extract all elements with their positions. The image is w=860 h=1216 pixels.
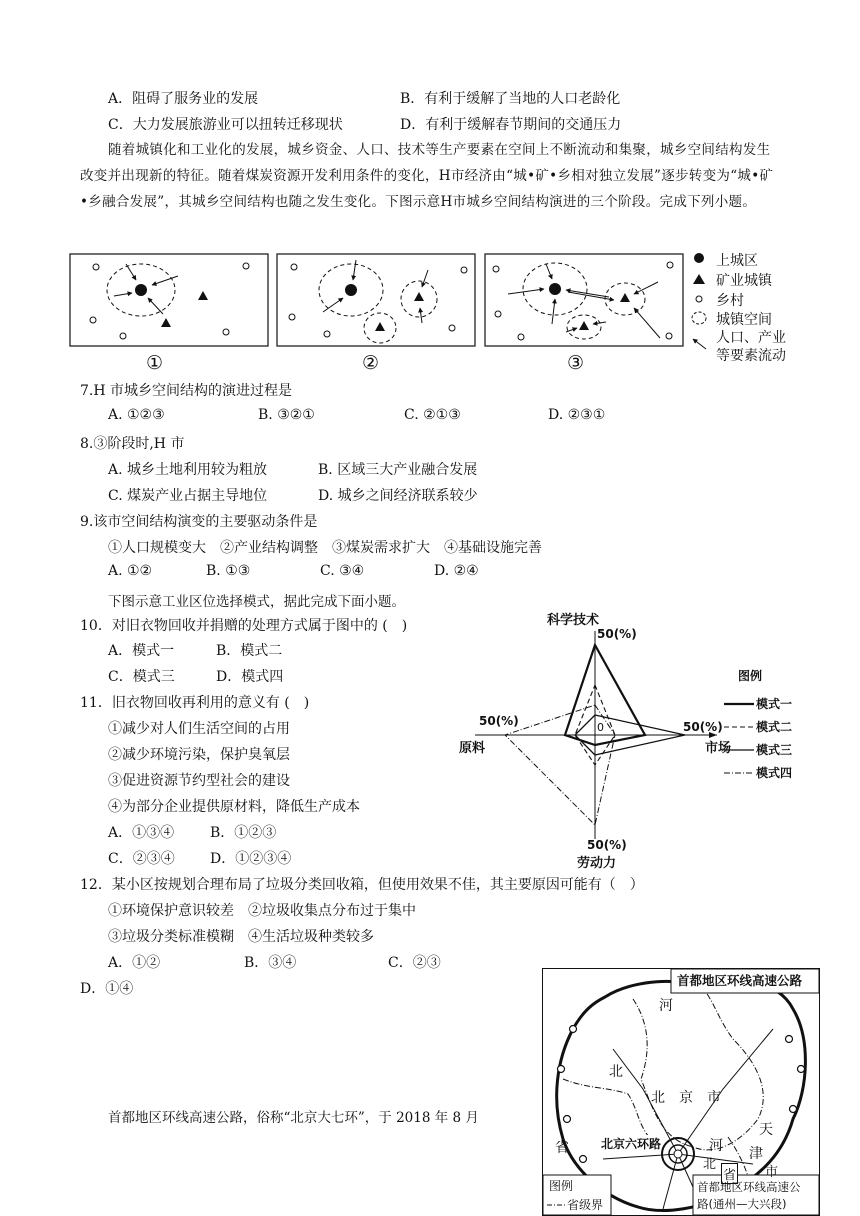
q7-option-d: D. ②③① <box>548 407 606 423</box>
radar-tick-bottom: 50(%) <box>587 838 627 852</box>
stage-legend <box>692 253 706 349</box>
map-label-jing: 京 <box>679 1090 693 1106</box>
map-label-sixth-ring: 北京六环路 <box>601 1137 662 1151</box>
radar-tick-right: 50(%) <box>683 720 723 734</box>
stage-label-1: ① <box>146 352 164 374</box>
map-label-shi-1: 市 <box>707 1090 721 1106</box>
q12-option-c: C．②③ <box>388 955 441 971</box>
province-boundary-west <box>563 1079 653 1141</box>
map-label-bei-2: 北 <box>651 1090 665 1106</box>
q8-option-b: B. 区域三大产业融合发展 <box>318 462 478 478</box>
map-label-shi-2: 市 <box>765 1165 779 1180</box>
radar-axis-label-tech: 科学技术 <box>547 613 600 628</box>
legend-town-marker <box>692 312 706 324</box>
q7-stem: 7.H 市城乡空间结构的演进过程是 <box>80 383 293 399</box>
q7-option-c: C. ②①③ <box>404 407 461 423</box>
industry-location-radar-chart <box>459 612 850 871</box>
radar-center-label: 0 <box>597 721 604 734</box>
q7-option-b: B. ③②① <box>258 407 315 423</box>
legend-flow-label-1: 人口、产业 <box>716 330 786 346</box>
q7-option-a: A. ①②③ <box>108 407 165 423</box>
q12-option-b: B．③④ <box>244 955 297 971</box>
legend-flow-label-2: 等要素流动 <box>716 348 786 364</box>
q10-option-c: C．模式三 <box>108 669 175 685</box>
q6-option-b: B．有利于缓解了当地的人口老龄化 <box>400 91 621 107</box>
radar-axis-label-raw: 原料 <box>459 741 486 756</box>
map-legend-title: 图例 <box>549 1179 574 1193</box>
radar-legend-title: 图例 <box>738 669 763 683</box>
q6-option-a: A．阻碍了服务业的发展 <box>108 91 259 107</box>
q12-item-line-2: ③垃圾分类标准模糊 ④生活垃圾种类较多 <box>108 929 374 945</box>
stage-1-box <box>70 254 268 346</box>
q8-option-c: C. 煤炭产业占据主导地位 <box>108 488 268 504</box>
radar-legend-label-1: 模式一 <box>756 697 793 711</box>
q9-option-d: D. ②④ <box>434 563 479 579</box>
q11-item-3: ③促进资源节约型社会的建设 <box>108 773 290 789</box>
q8-stem: 8.③阶段时,H 市 <box>80 436 185 452</box>
q11-item-1: ①减少对人们生活空间的占用 <box>108 721 290 737</box>
map-label-he-1: 河 <box>659 998 673 1014</box>
q10-option-a: A．模式一 <box>108 643 175 659</box>
q12-stem: 12．某小区按规划合理布局了垃圾分类回收箱，但使用效果不佳，其主要原因可能有（ ） <box>80 877 644 893</box>
legend-mining-label: 矿业城镇 <box>716 273 772 289</box>
radar-tick-left: 50(%) <box>479 714 519 728</box>
radar-legend-label-4: 模式四 <box>756 766 793 780</box>
q10-stem: 10．对旧衣物回收并捐赠的处理方式属于图中的 ( ) <box>80 618 408 634</box>
radar-legend-label-2: 模式二 <box>756 720 793 734</box>
map-label-jin: 津 <box>749 1146 763 1162</box>
q9-option-a: A. ①② <box>108 563 153 579</box>
map-label-sheng-2: 省 <box>721 1163 738 1184</box>
q12-option-d: D．①④ <box>80 981 134 997</box>
stage-diagrams <box>66 252 806 372</box>
radar-axis-label-labor: 劳动力 <box>577 856 617 871</box>
q12-item-line-1: ①环境保护意识较差 ②垃圾收集点分布过于集中 <box>108 903 416 919</box>
legend-village-label: 乡村 <box>716 293 744 309</box>
legend-flow-arrow <box>693 339 706 349</box>
q9-items: ①人口规模变大 ②产业结构调整 ③煤炭需求扩大 ④基础设施完善 <box>108 540 542 556</box>
q11-item-4: ④为部分企业提供原材料，降低生产成本 <box>108 799 360 815</box>
radar-axis-label-market: 市场 <box>705 741 732 756</box>
legend-mining-marker <box>693 274 705 284</box>
map-label-bei-3: 北 <box>703 1157 717 1172</box>
q10-option-b: B．模式二 <box>216 643 283 659</box>
map-label-he-2: 河 <box>709 1138 723 1154</box>
q11-option-d: D．①②③④ <box>210 851 292 867</box>
q6-option-d: D．有利于缓解春节期间的交通压力 <box>400 117 622 133</box>
q8-option-d: D. 城乡之间经济联系较少 <box>318 488 478 504</box>
map-label-sheng-1: 省 <box>555 1140 569 1156</box>
radar-tick-top: 50(%) <box>597 627 637 641</box>
capital-ring-expressway-map <box>542 968 820 1216</box>
radar-legend-label-3: 模式三 <box>756 743 793 757</box>
stage-2-box <box>277 254 475 346</box>
q9-stem: 9.该市空间结构演变的主要驱动条件是 <box>80 514 318 530</box>
passage-industrial-location: 下图示意工业区位选择模式，据此完成下面小题。 <box>108 594 405 610</box>
stage-label-3: ③ <box>567 352 585 374</box>
map-note-line-2: 路(通州—大兴段) <box>697 1197 787 1211</box>
q12-option-a: A．①② <box>108 955 161 971</box>
stage-label-2: ② <box>362 352 380 374</box>
q9-option-b: B. ①③ <box>206 563 251 579</box>
passage-ring-expressway: 首都地区环线高速公路，俗称“北京大七环”，于 2018 年 8 月 <box>108 1110 479 1126</box>
map-title: 首都地区环线高速公路 <box>677 973 803 988</box>
legend-village-marker <box>696 296 702 302</box>
q11-option-a: A．①③④ <box>108 825 175 841</box>
stage-3-box <box>485 254 683 346</box>
q11-option-b: B．①②③ <box>210 825 277 841</box>
map-note-line-1: 首都地区环线高速公 <box>697 1180 801 1194</box>
q10-option-d: D．模式四 <box>216 669 284 685</box>
map-label-tian: 天 <box>759 1122 773 1138</box>
map-legend-item: 省级界 <box>567 1198 604 1212</box>
beijing-center <box>674 1150 682 1158</box>
q8-option-a: A. 城乡土地利用较为粗放 <box>108 462 268 478</box>
q11-item-2: ②减少环境污染，保护臭氧层 <box>108 747 290 763</box>
legend-city-label: 上城区 <box>716 253 758 269</box>
passage-urban-rural: 随着城镇化和工业化的发展，城乡资金、人口、技术等生产要素在空间上不断流动和集聚，城乡空间结构发生改变并出现新的特征。随着煤炭资源开发利用条件的变化，H市经济由“城•矿•乡相对独立发展”逐步转变为“城•矿•乡融合发展”，其城乡空间结构也随之发生变化。下图示意H市城乡空间结构演进的三个阶段。完成下列小题。 <box>80 142 774 210</box>
q11-stem: 11．旧衣物回收再利用的意义有 ( ) <box>80 695 310 711</box>
q9-option-c: C. ③④ <box>320 563 365 579</box>
legend-city-marker <box>694 253 704 263</box>
legend-town-label: 城镇空间 <box>716 312 772 328</box>
map-label-bei-1: 北 <box>609 1064 623 1080</box>
q11-option-c: C．②③④ <box>108 851 175 867</box>
q6-option-c: C．大力发展旅游业可以扭转迁移现状 <box>108 117 343 133</box>
